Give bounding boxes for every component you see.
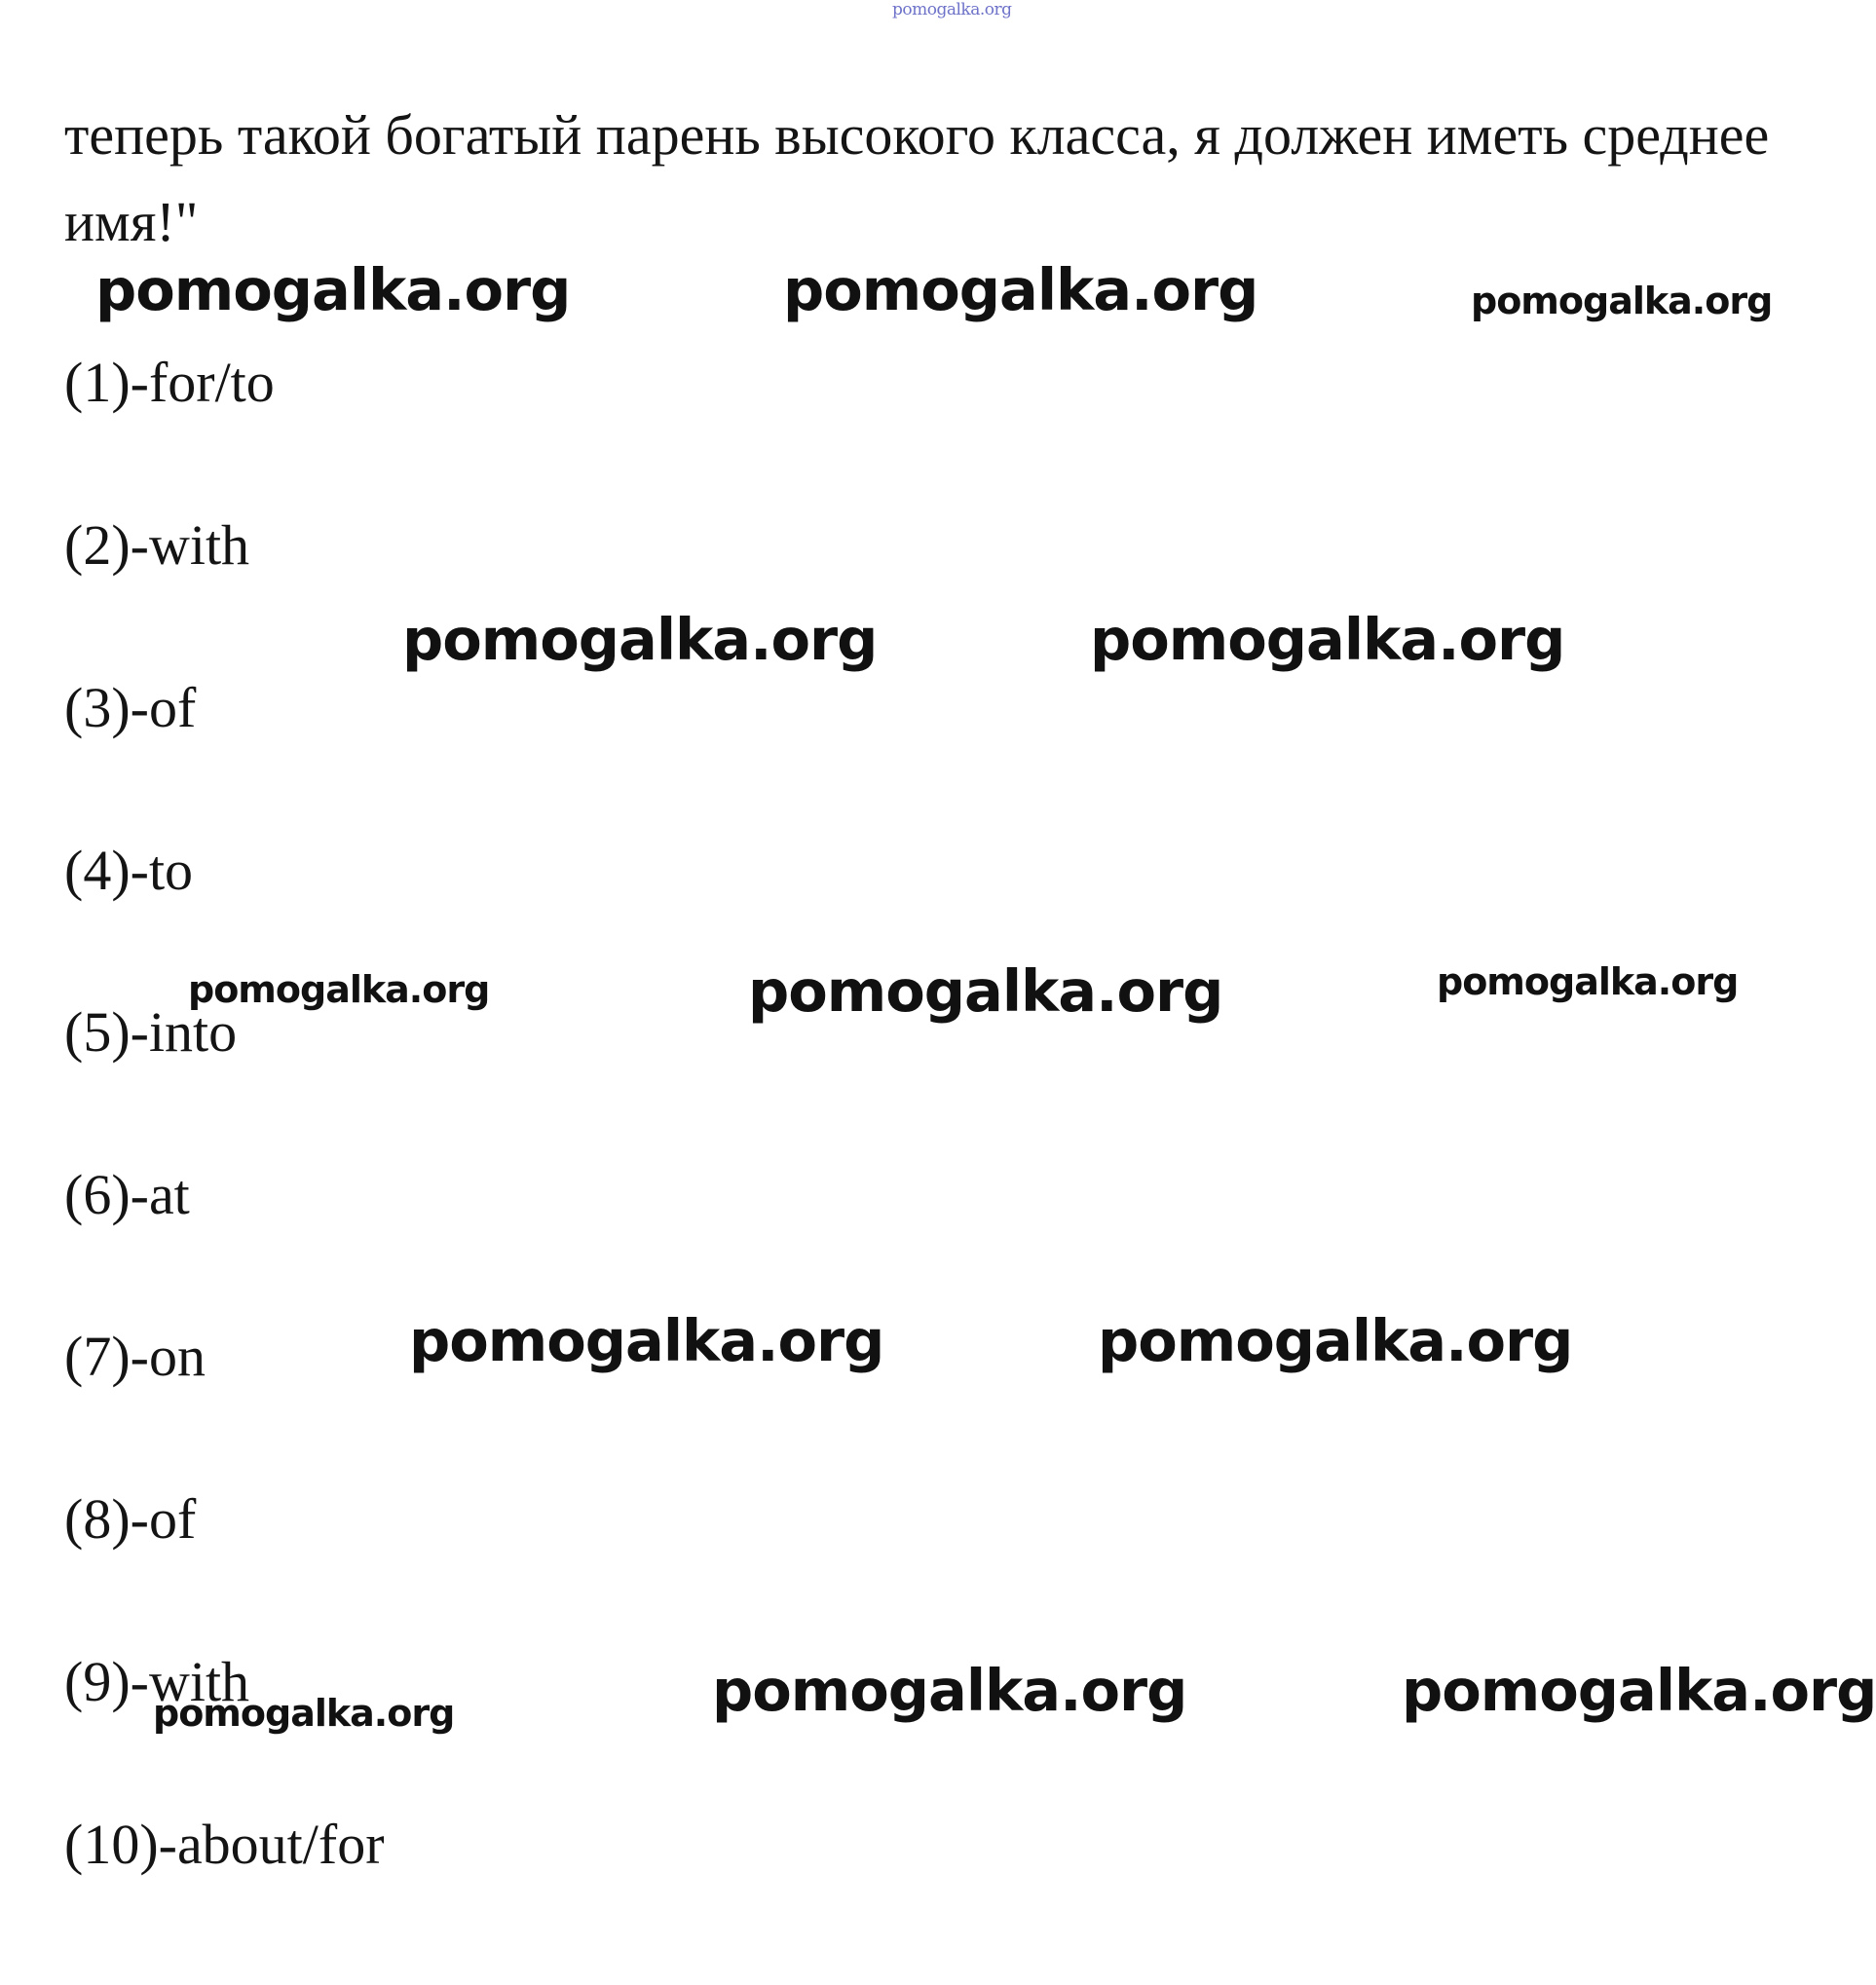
answer-4: (4)-to xyxy=(64,839,194,902)
watermark: pomogalka.org xyxy=(188,968,490,1011)
watermark: pomogalka.org xyxy=(153,1692,455,1735)
watermark: pomogalka.org xyxy=(409,1307,884,1374)
text-line-1: теперь такой богатый парень высокого класса, я должен иметь среднее xyxy=(64,103,1770,167)
answer-9: (9)-with xyxy=(64,1650,250,1713)
watermark: pomogalka.org xyxy=(783,256,1258,323)
watermark: pomogalka.org xyxy=(712,1657,1187,1724)
answer-10: (10)-about/for xyxy=(64,1813,385,1876)
watermark: pomogalka.org xyxy=(1437,960,1739,1003)
watermark: pomogalka.org xyxy=(402,606,878,673)
answer-3: (3)-of xyxy=(64,676,197,739)
watermark: pomogalka.org xyxy=(748,957,1223,1025)
watermark: pomogalka.org xyxy=(1090,606,1565,673)
answer-2: (2)-with xyxy=(64,513,250,577)
answer-5: (5)-into xyxy=(64,1000,238,1064)
text-line-2: имя!" xyxy=(64,190,199,253)
answer-6: (6)-at xyxy=(64,1163,190,1226)
answer-7: (7)-on xyxy=(64,1325,206,1388)
watermark: pomogalka.org xyxy=(95,256,571,323)
watermark: pomogalka.org xyxy=(1402,1657,1876,1724)
header-watermark: pomogalka.org xyxy=(892,0,1012,19)
watermark: pomogalka.org xyxy=(1471,280,1773,322)
watermark: pomogalka.org xyxy=(1098,1307,1573,1374)
answer-8: (8)-of xyxy=(64,1487,197,1551)
answer-1: (1)-for/to xyxy=(64,351,275,414)
